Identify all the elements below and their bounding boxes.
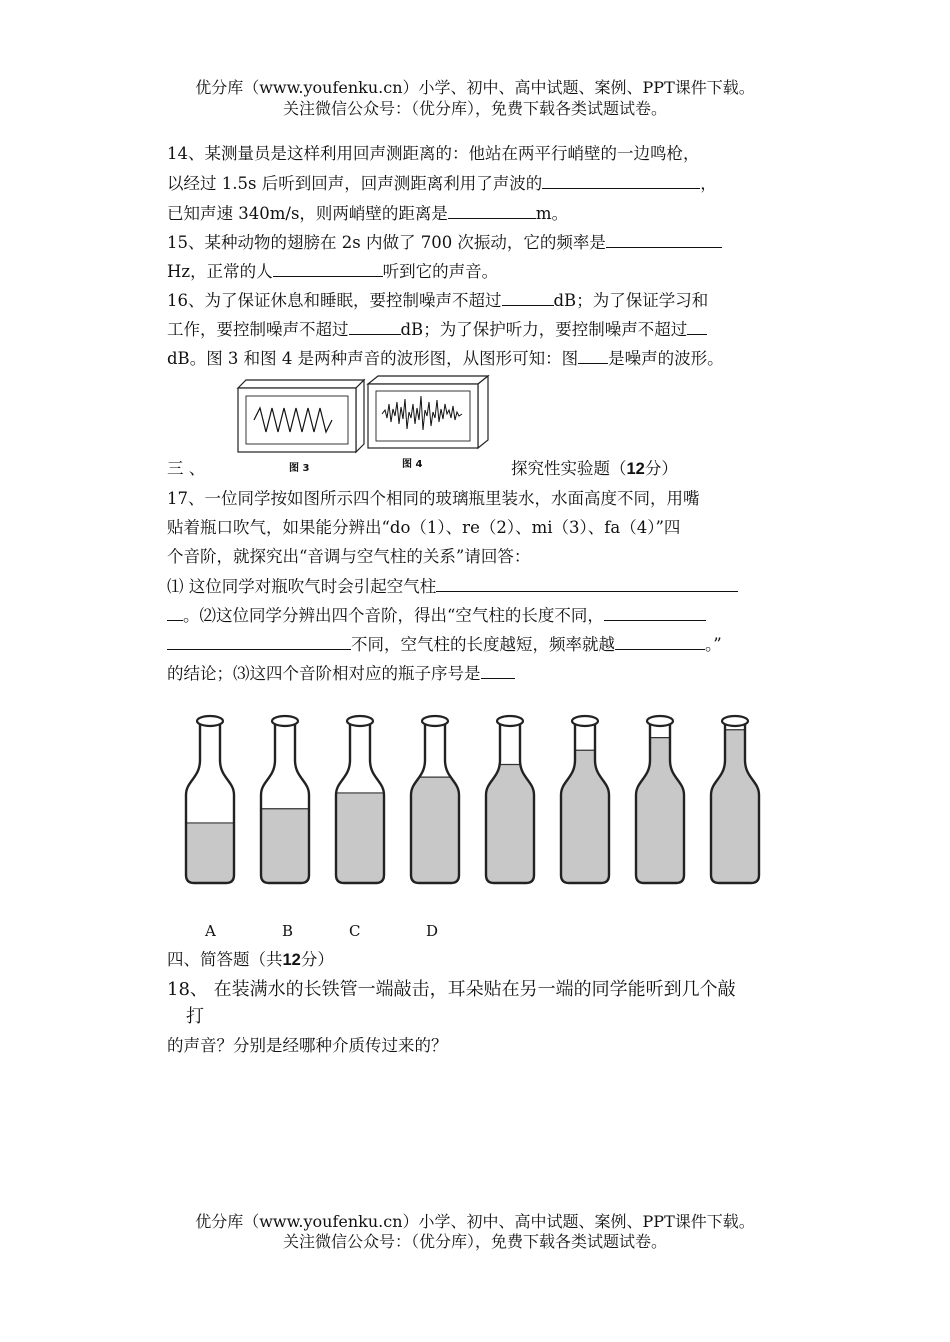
q15-text: Hz，正常的人 [167, 262, 273, 281]
figure-3-caption: 图 3 [289, 463, 310, 474]
q17-blank-4[interactable] [481, 663, 515, 679]
q15-blank-1[interactable] [606, 232, 722, 248]
q18-line-3: 的声音？分别是经哪种介质传过来的？ [167, 1036, 448, 1055]
section-3-suffix: 分） [644, 459, 678, 478]
q14-text: 以经过 1.5s 后听到回声，回声测距离利用了声波的 [167, 174, 543, 193]
q17-blank-2-cont[interactable] [167, 634, 351, 650]
footer-line-1: 优分库（www.youfenku.cn）小学、初中、高中试题、案例、PPT课件下载。 [195, 1212, 755, 1231]
bottle-1 [184, 716, 236, 885]
bottles-figure [170, 705, 770, 895]
water-fill [259, 809, 311, 885]
q17-text: 。⑵这位同学分辨出四个音阶，得出“空气柱的长度不同， [183, 606, 604, 625]
header-line-2: 关注微信公众号：（优分库），免费下载各类试题试卷。 [282, 99, 667, 118]
q15-blank-2[interactable] [273, 261, 383, 277]
q16-text: dB。图 3 和图 4 是两种声音的波形图，从图形可知：图 [167, 349, 579, 368]
q16-blank-4[interactable] [578, 348, 608, 364]
bottle-lip [197, 716, 223, 726]
q16-text: dB；为了保护听力，要控制噪声不超过 [400, 320, 688, 339]
bottle-label-d: D [426, 922, 439, 940]
q17-line-7 [167, 663, 515, 684]
q16-line-2 [167, 319, 707, 340]
q14-unit: m。 [535, 204, 569, 223]
q16-text: dB；为了保证学习和 [553, 291, 709, 310]
figure-3-box [238, 380, 364, 452]
q16-blank-2[interactable] [349, 319, 401, 335]
bottle-label-c: C [349, 922, 361, 940]
bottle-label-a: A [205, 922, 216, 940]
figure-4-box [368, 376, 488, 448]
bottle-lip [497, 716, 523, 726]
q15-line-2 [167, 261, 498, 282]
q14-text: 已知声速 340m/s，则两峭壁的距离是 [167, 204, 448, 223]
q15-text: 15、某种动物的翅膀在 2s 内做了 700 次振动，它的频率是 [167, 233, 606, 252]
q14-line-1: 14、某测量员是这样利用回声测距离的：他站在两平行峭壁的一边鸣枪， [167, 144, 700, 163]
bottle-lip [272, 716, 298, 726]
q17-text: ⑴ 这位同学对瓶吹气时会引起空气柱 [167, 577, 437, 596]
bottle-label-b: B [282, 922, 294, 940]
q17-blank-1[interactable] [436, 576, 738, 592]
q16-text: 16、为了保证休息和睡眠，要控制噪声不超过 [167, 291, 502, 310]
q16-blank-1[interactable] [502, 290, 554, 306]
q14-blank-2[interactable] [448, 203, 536, 219]
bottle-lip [722, 716, 748, 726]
footer-line-2: 关注微信公众号：（优分库），免费下载各类试题试卷。 [282, 1232, 667, 1251]
q14-line-2 [167, 173, 717, 194]
bottle-3 [334, 716, 386, 885]
bottle-5 [484, 716, 536, 885]
water-fill [559, 750, 611, 885]
section-3-title: 探究性实验题（ [511, 459, 627, 478]
waveform-figures [232, 374, 494, 474]
q17-line-3: 个音阶，就探究出“音调与空气柱的关系”请回答： [167, 547, 531, 566]
water-fill [184, 823, 236, 885]
section-3-heading [511, 459, 678, 479]
bottle-lip [422, 716, 448, 726]
q14-blank-1[interactable] [542, 173, 700, 189]
q16-line-1 [167, 290, 708, 311]
q14-line-3 [167, 203, 568, 224]
bottle-8 [709, 716, 761, 885]
q14-comma: ， [700, 174, 717, 193]
water-fill [409, 777, 461, 885]
bottle-2 [259, 716, 311, 885]
q16-line-3 [167, 348, 724, 369]
bottle-lip [347, 716, 373, 726]
q18-line-1: 18、 在装满水的长铁管一端敲击，耳朵贴在另一端的同学能听到几个敲 [167, 979, 736, 1000]
q17-line-5 [167, 605, 706, 626]
bottle-4 [409, 716, 461, 885]
water-fill [334, 793, 386, 885]
q17-text: 不同，空气柱的长度越短，频率就越 [351, 635, 615, 654]
q18-line-2: 打 [186, 1006, 204, 1027]
section-4-heading [167, 950, 334, 970]
q17-blank-1-cont[interactable] [167, 605, 183, 621]
q16-blank-3[interactable] [687, 319, 707, 335]
q17-line-1: 17、一位同学按如图所示四个相同的玻璃瓶里装水，水面高度不同，用嘴 [167, 489, 700, 508]
section-4-suffix: 分） [300, 950, 334, 969]
q15-text: 听到它的声音。 [382, 262, 499, 281]
q17-blank-3[interactable] [615, 634, 705, 650]
section-3-score: 12 [626, 460, 645, 478]
figure-4-caption: 图 4 [402, 459, 423, 470]
bottle-7 [634, 716, 686, 885]
bottle-6 [559, 716, 611, 885]
q17-blank-2[interactable] [604, 605, 706, 621]
q17-line-4 [167, 576, 738, 597]
q17-text: 的结论；⑶这四个音阶相对应的瓶子序号是 [167, 664, 481, 683]
section-4-score: 12 [282, 951, 301, 969]
water-fill [709, 730, 761, 885]
q17-text: 。” [705, 635, 722, 654]
q15-line-1 [167, 232, 722, 253]
section-4-title: 四、简答题（共 [167, 950, 283, 969]
q16-text: 工作，要控制噪声不超过 [167, 320, 349, 339]
header-line-1: 优分库（www.youfenku.cn）小学、初中、高中试题、案例、PPT课件下载。 [195, 78, 755, 97]
water-fill [634, 738, 686, 885]
q17-line-2: 贴着瓶口吹气，如果能分辨出“do（1）、re（2）、mi（3）、fa（4）”四 [167, 518, 681, 537]
section-3-prefix: 三 、 [167, 459, 206, 478]
bottle-lip [572, 716, 598, 726]
q17-line-6 [167, 634, 722, 655]
bottle-lip [647, 716, 673, 726]
q16-text: 是噪声的波形。 [608, 349, 724, 368]
